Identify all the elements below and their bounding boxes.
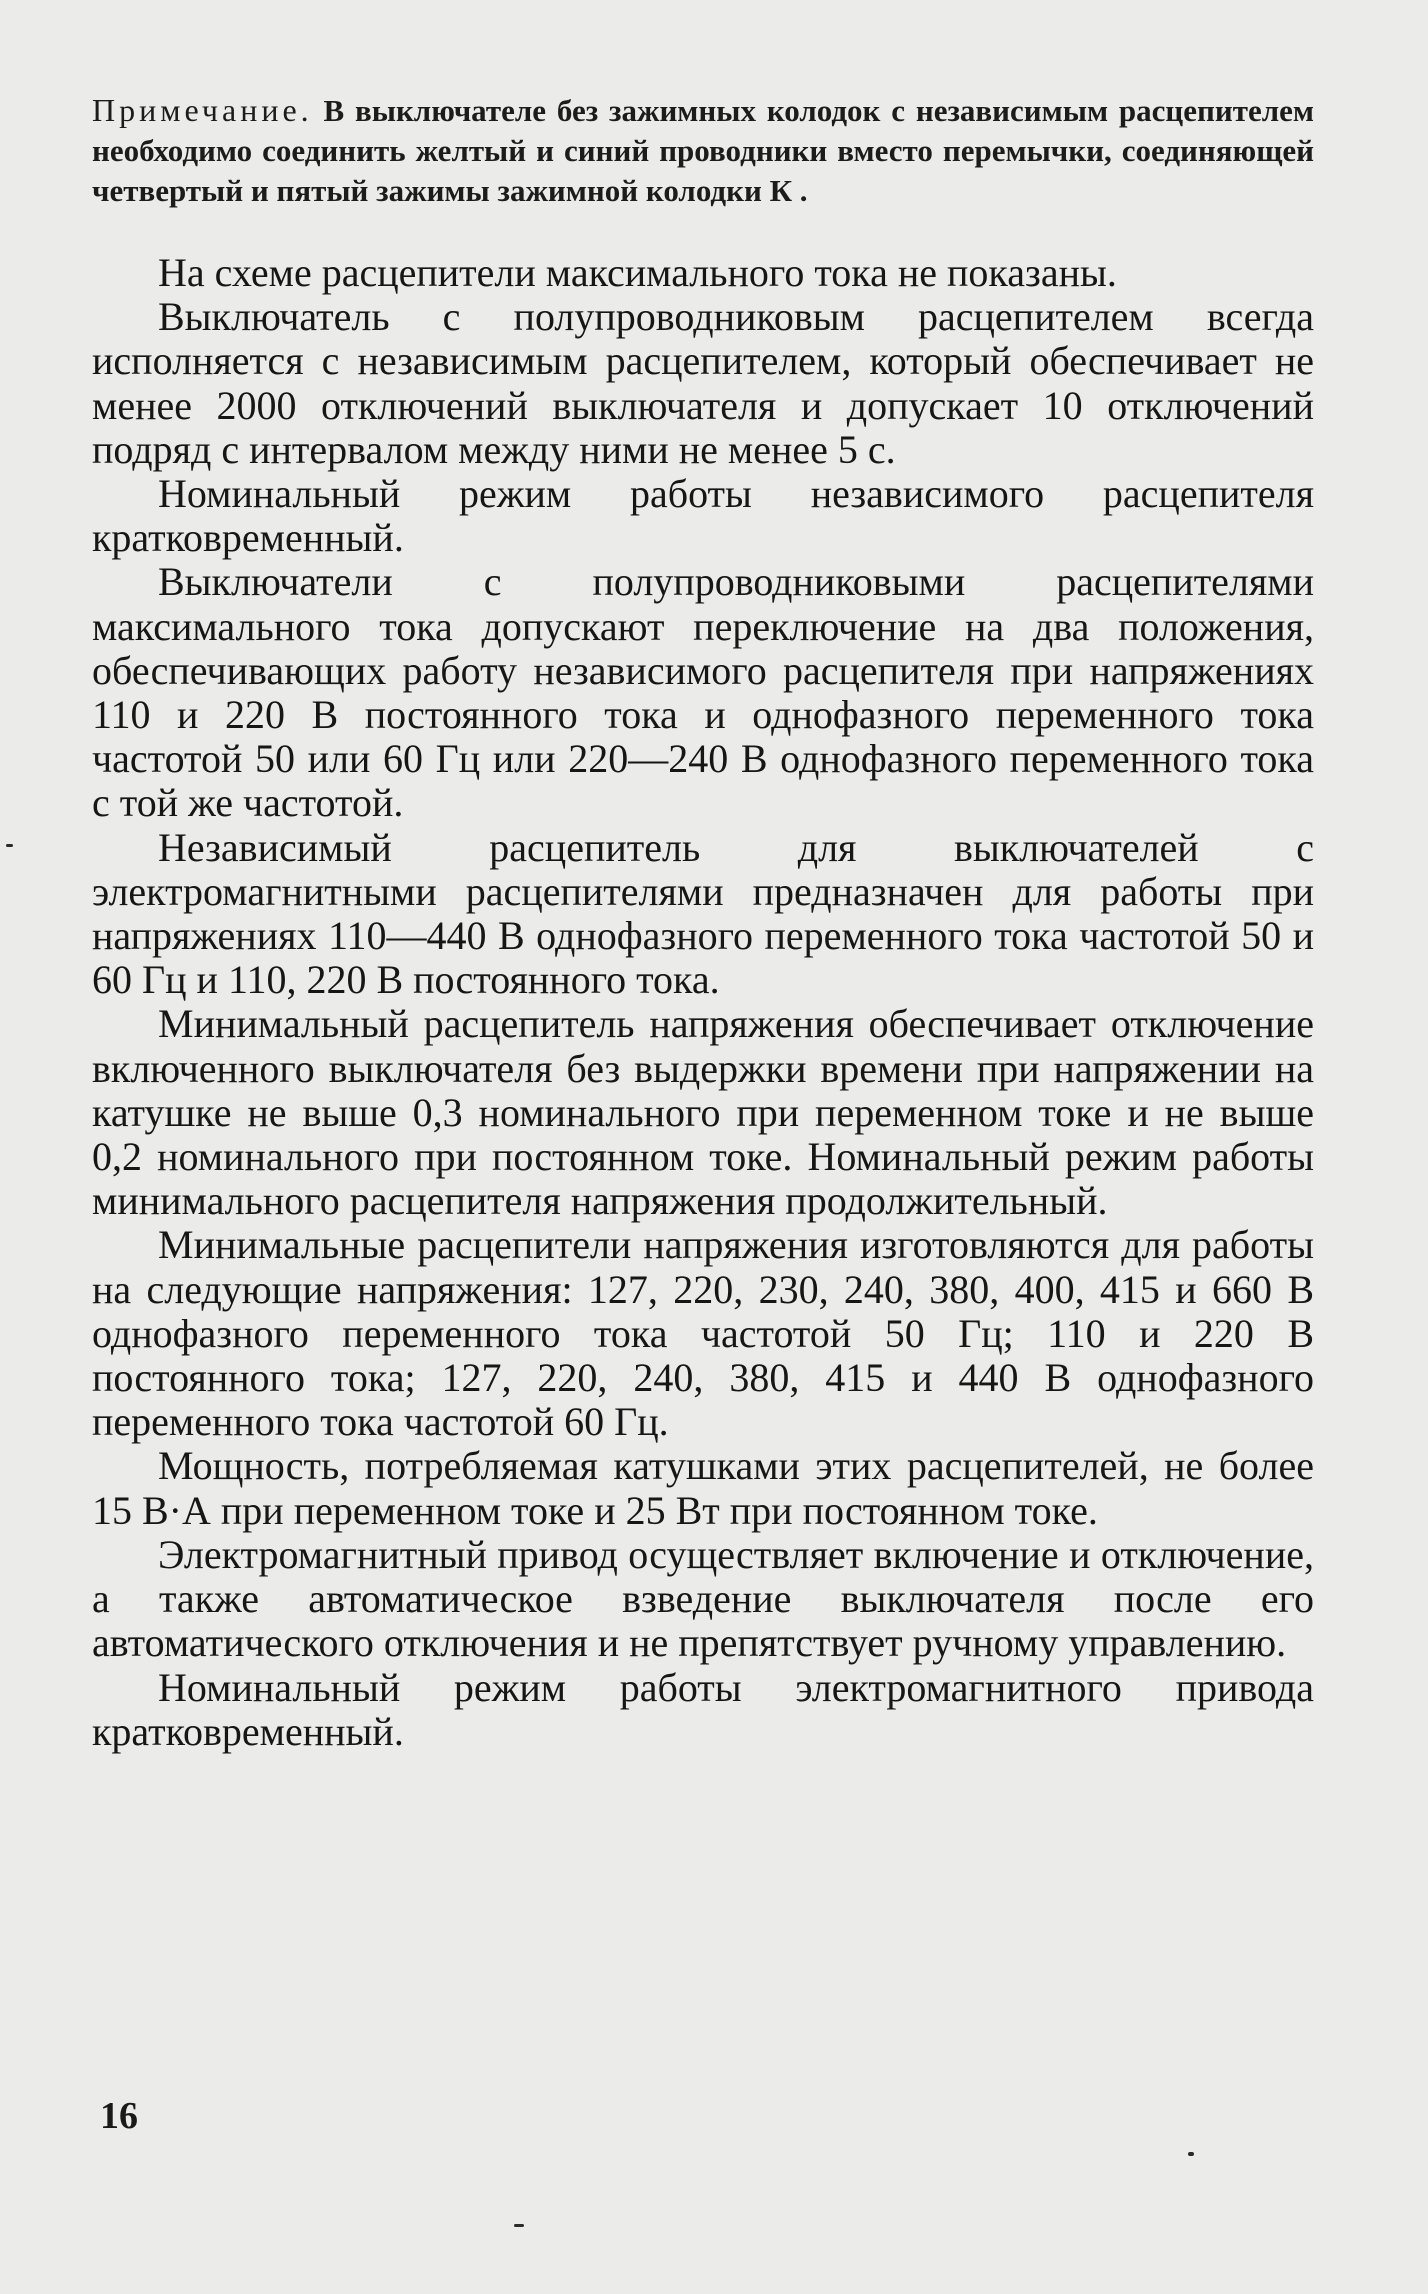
paragraph-5: Независимый расцепитель для выключателей с электромагнитными расцепителями предназначен для работы при напряжениях 110—440 В однофазного переменного тока частотой 50 и 60 Гц и 110, 220 В постоянного тока. bbox=[92, 824, 1314, 1003]
note-label: Примечание. bbox=[92, 92, 313, 128]
note-text: В выключателе без зажимных колодок с независимым расцепителем необходимо соединить желтый и синий проводники вместо перемычки, соединяющей четвертый и пятый зажимы зажимной колодки К . bbox=[92, 93, 1315, 208]
note-block bbox=[92, 90, 1314, 211]
paragraph-4: Выключатели с полупроводниковыми расцепителями максимального тока допускают переключение на два положения, обеспечивающих работу независимого расцепителя при напряжениях 110 и 220 В постоянного тока и однофазного переменного тока частотой 50 или 60 Гц или 220—240 В однофазного переменного тока с той же частотой. bbox=[92, 559, 1314, 826]
paragraph-1: На схеме расцепители максимального тока не показаны. bbox=[158, 250, 1117, 295]
print-speck bbox=[6, 844, 13, 847]
print-speck bbox=[1188, 2152, 1194, 2156]
page-number: 16 bbox=[100, 2095, 138, 2137]
print-speck bbox=[514, 2224, 524, 2227]
paragraph-3: Номинальный режим работы независимого расцепителя кратковременный. bbox=[92, 471, 1314, 561]
paragraph-8: Мощность, потребляемая катушками этих расцепителей, не более 15 В·А при переменном токе и 25 Вт при постоянном токе. bbox=[92, 1443, 1314, 1533]
paragraph-9: Электромагнитный привод осуществляет включение и отключение, а также автоматическое взведение выключателя после его автоматического отключения и не препятствует ручному управлению. bbox=[92, 1531, 1314, 1666]
paragraph-2: Выключатель с полупроводниковым расцепителем всегда исполняется с независимым расцепителем, который обеспечивает не менее 2000 отключений выключателя и допускает 10 отключений подряд с интервалом между ними не менее 5 с. bbox=[92, 294, 1314, 472]
page-body bbox=[92, 90, 1314, 1754]
paragraph-10: Номинальный режим работы электромагнитного привода кратковременный. bbox=[92, 1664, 1314, 1754]
paragraph-6: Минимальный расцепитель напряжения обеспечивает отключение включенного выключателя без выдержки времени при напряжении на катушке не выше 0,3 номинального при переменном токе и не выше 0,2 номинального при постоянном токе. Номинальный режим работы минимального расцепителя напряжения продолжительный. bbox=[92, 1001, 1314, 1224]
paragraph-7: Минимальные расцепители напряжения изготовляются для работы на следующие напряжения: 127, 220, 230, 240, 380, 400, 415 и 660 В однофазного переменного тока частотой 50 Гц; 110 и 220 В постоянного тока; 127, 220, 240, 380, 415 и 440 В однофазного переменного тока частотой 60 Гц. bbox=[92, 1222, 1314, 1445]
